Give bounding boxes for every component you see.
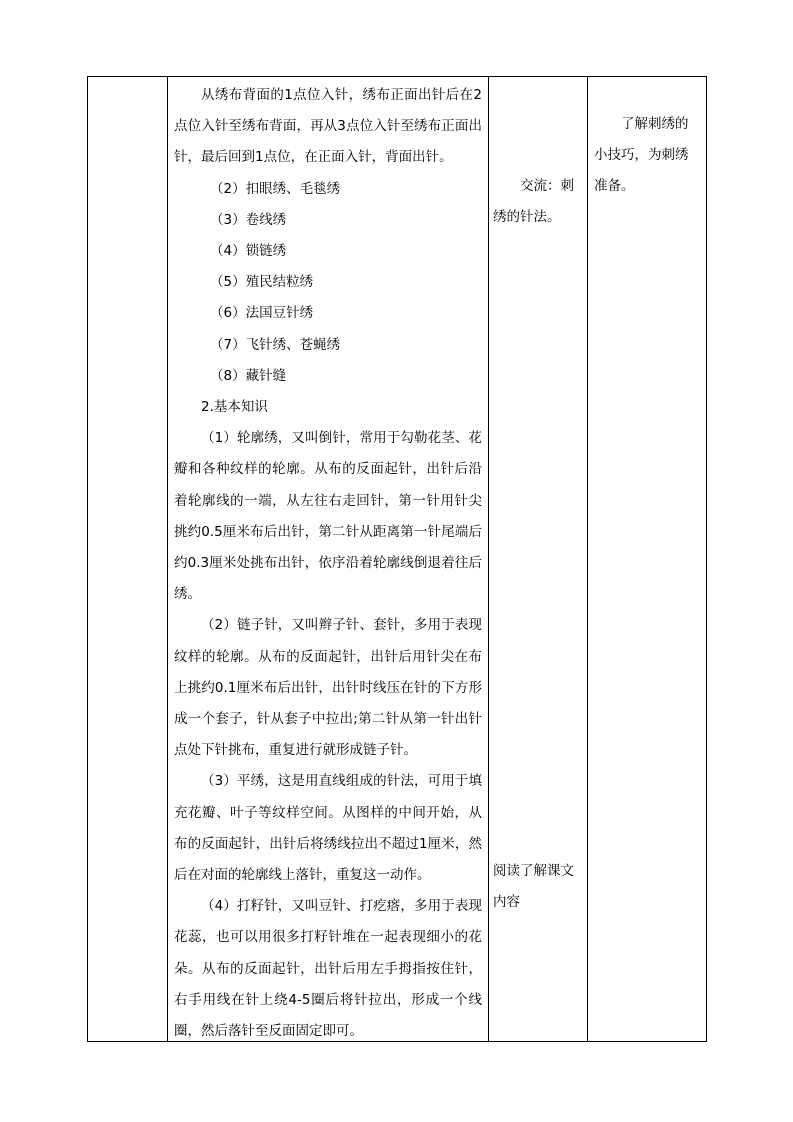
- student-activity-cell: [489, 77, 587, 1043]
- stitch-item: （2）扣眼绣、毛毯绣: [210, 180, 341, 197]
- stitch-item: （7）飞针绣、苍蝇绣: [210, 336, 341, 353]
- stitch-item: （3）卷线绣: [210, 211, 287, 228]
- stitch-item: （6）法国豆针绣: [210, 305, 314, 322]
- activity-exchange: 交流：刺绣的针法。: [493, 178, 574, 226]
- purpose-text: 了解刺绣的小技巧，为刺绣准备。: [594, 116, 689, 195]
- design-purpose-cell: [588, 77, 707, 203]
- section-title: 2.基本知识: [201, 399, 268, 416]
- activity-reading: 阅读了解课文内容: [493, 863, 574, 911]
- knowledge-paragraph: （3）平绣，这是用直线组成的针法，可用于填充花瓣、叶子等纹样空间。从图样的中间开始，从布的反面起针，出针后将绣线拉出不超过1厘米，然后在对面的轮廓线上落针，重复这一动作。: [174, 773, 482, 884]
- stitch-item: （8）藏针缝: [210, 367, 287, 384]
- teaching-content-cell: [168, 77, 488, 1047]
- lesson-table: [87, 76, 707, 1042]
- intro-paragraph: 从绣布背面的1点位入针，绣布正面出针后在2点位入针至绣布背面，再从3点位入针至绣布正面出针，最后回到1点位，在正面入针，背面出针。: [174, 87, 482, 166]
- knowledge-paragraph: （4）打籽针，又叫豆针、打疙瘩，多用于表现花蕊，也可以用很多打籽针堆在一起表现细小的花朵。从布的反面起针，出针后用左手拇指按住针，右手用线在针上绕4-5圈后将针拉出，形成一个线圈，然后落针至反面固定即可。: [174, 898, 482, 1040]
- knowledge-paragraph: （1）轮廓绣，又叫倒针，常用于勾勒花茎、花瓣和各种纹样的轮廓。从布的反面起针，出针后沿着轮廓线的一端，从左往右走回针，第一针用针尖挑约0.5厘米布后出针，第二针从距离第一针尾端后约0.3厘米处挑布出针，依序沿着轮廓线倒退着往后绣。: [174, 430, 482, 603]
- stitch-item: （4）锁链绣: [210, 243, 287, 260]
- column-divider-3: [587, 77, 588, 1041]
- knowledge-paragraph: （2）链子针，又叫辫子针、套针，多用于表现纹样的轮廓。从布的反面起针，出针后用针尖在布上挑约0.1厘米布后出针，出针时线压在针的下方形成一个套子，针从套子中拉出;第二针从第一针出针点处下针挑布，重复进行就形成链子针。: [174, 617, 482, 759]
- stitch-item: （5）殖民结粒绣: [210, 274, 314, 291]
